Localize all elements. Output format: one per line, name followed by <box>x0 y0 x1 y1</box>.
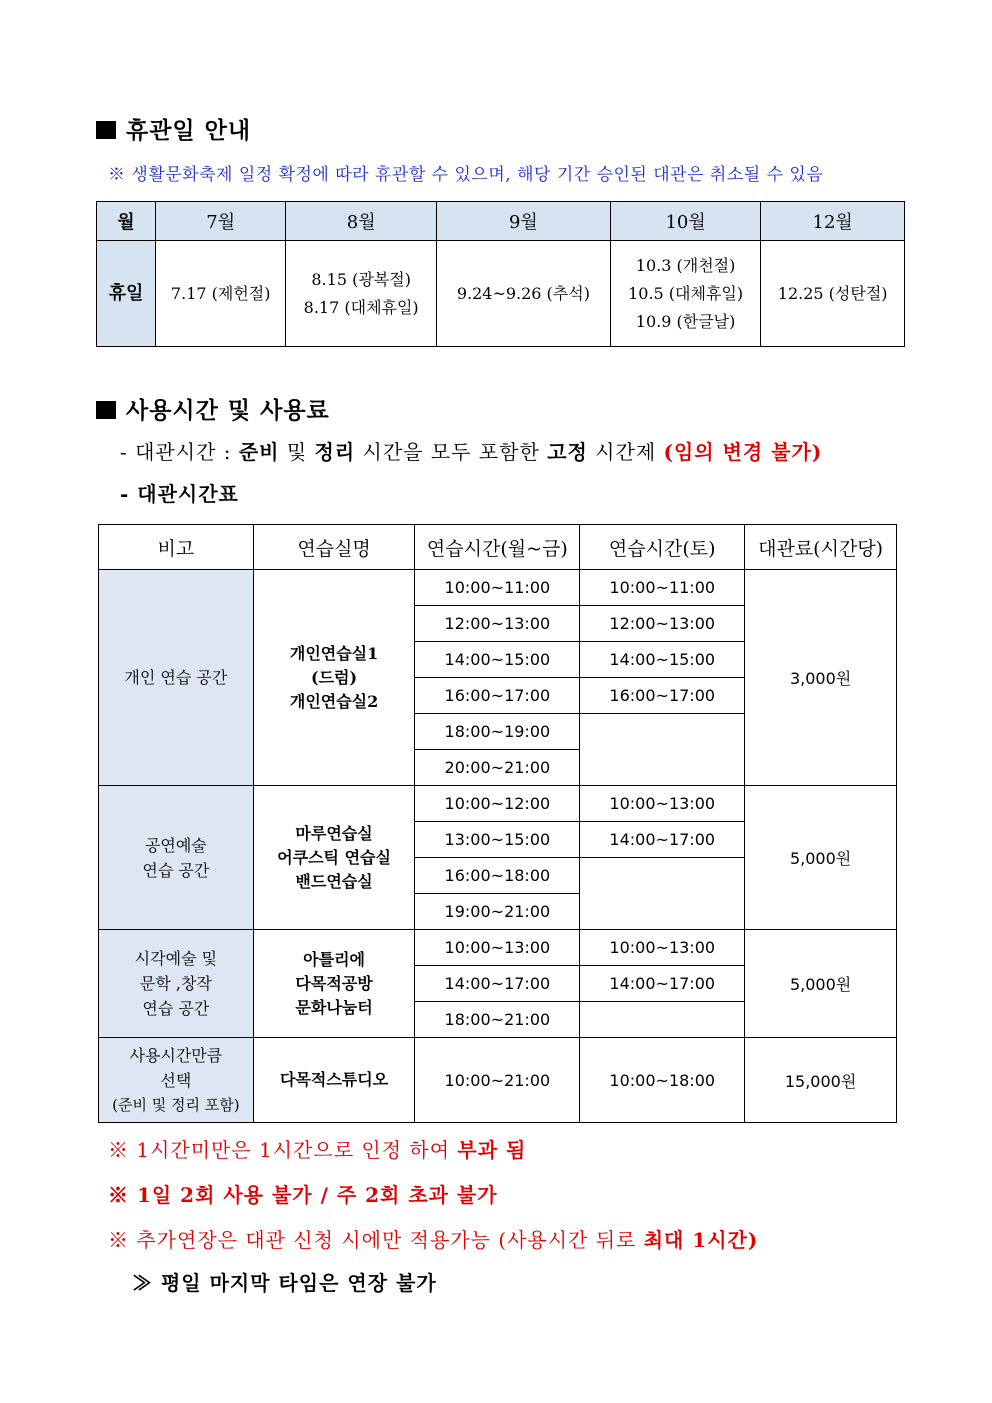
category-text: 공연예술 <box>144 835 207 855</box>
holiday-date: 10.3 (개천절) <box>635 255 736 275</box>
weekday-time: 16:00~18:00 <box>415 858 580 894</box>
usage-line-text: 시간제 <box>587 440 664 464</box>
timetable-header-row <box>99 525 897 570</box>
holiday-date: 8.15 (광복절) <box>311 269 411 289</box>
footnote-4: ≫ 평일 마지막 타임은 연장 불가 <box>132 1271 437 1295</box>
timetable-header: 대관료(시간당) <box>745 525 897 570</box>
holiday-table <box>96 201 905 347</box>
category-cell <box>99 570 254 786</box>
usage-line-bold: 준비 <box>238 440 280 464</box>
room-cell <box>253 570 415 786</box>
footnote-text: ※ 1시간미만은 1시간으로 인정 하여 <box>108 1138 458 1162</box>
saturday-time: 10:00~11:00 <box>580 570 745 606</box>
room-name: (드럼) <box>311 667 358 687</box>
weekday-time: 10:00~12:00 <box>415 786 580 822</box>
table-row <box>99 1038 897 1123</box>
usage-title-text: 사용시간 및 사용료 <box>126 397 330 424</box>
holiday-header-label: 월 <box>97 202 156 241</box>
saturday-time: 10:00~13:00 <box>580 786 745 822</box>
holiday-date: 12.25 (성탄절) <box>777 283 888 303</box>
usage-rule-line <box>120 436 822 465</box>
room-name: 개인연습실1 <box>289 643 379 663</box>
room-name: 다목적스튜디오 <box>279 1070 389 1089</box>
table-row <box>99 930 897 966</box>
usage-line-text: 및 <box>279 440 315 464</box>
category-text: 문학 ,창작 <box>139 974 212 993</box>
table-row <box>99 570 897 606</box>
weekday-time: 18:00~21:00 <box>415 1002 580 1038</box>
holiday-month: 9월 <box>436 202 610 241</box>
usage-line-bold: 고정 <box>547 440 588 464</box>
category-text: (준비 및 정리 포함) <box>112 1095 240 1114</box>
footnote-bold: 부과 됨 <box>457 1138 527 1162</box>
room-name: 밴드연습실 <box>295 871 373 891</box>
usage-section-title <box>96 392 330 425</box>
holiday-cell <box>761 241 905 347</box>
room-cell <box>253 930 415 1038</box>
footnote-1 <box>108 1134 526 1163</box>
weekday-time: 14:00~17:00 <box>415 966 580 1002</box>
weekday-time: 13:00~15:00 <box>415 822 580 858</box>
saturday-empty <box>580 858 745 930</box>
holiday-date: 10.9 (한글날) <box>635 311 736 331</box>
square-bullet-icon <box>96 401 116 419</box>
weekday-time: 18:00~19:00 <box>415 714 580 750</box>
holiday-month: 7월 <box>156 202 286 241</box>
saturday-time: 14:00~17:00 <box>580 966 745 1002</box>
holiday-date: 10.5 (대체휴일) <box>628 283 744 303</box>
weekday-time: 10:00~21:00 <box>415 1038 580 1123</box>
table-row <box>99 786 897 822</box>
holiday-header-row <box>97 202 905 241</box>
category-text: 시각예술 및 <box>134 949 218 968</box>
holiday-cell <box>156 241 286 347</box>
category-cell <box>99 1038 254 1123</box>
room-name: 아틀리에 <box>303 949 365 969</box>
holiday-month: 10월 <box>610 202 760 241</box>
holiday-title-text: 휴관일 안내 <box>126 117 252 144</box>
saturday-time: 12:00~13:00 <box>580 606 745 642</box>
saturday-time: 10:00~18:00 <box>580 1038 745 1123</box>
timetable-header: 연습시간(토) <box>580 525 745 570</box>
usage-line-text: 시간을 모두 포함한 <box>355 440 548 464</box>
category-cell <box>99 930 254 1038</box>
category-text: 연습 공간 <box>142 860 210 880</box>
weekday-time: 12:00~13:00 <box>415 606 580 642</box>
footnote-text: ※ 추가연장은 대관 신청 시에만 적용가능 (사용시간 뒤로 <box>108 1228 644 1252</box>
timetable-header: 연습실명 <box>253 525 415 570</box>
timetable-header: 비고 <box>99 525 254 570</box>
weekday-time: 10:00~13:00 <box>415 930 580 966</box>
room-name: 개인연습실2 <box>289 691 379 711</box>
saturday-time: 14:00~15:00 <box>580 642 745 678</box>
timetable-subtitle: - 대관시간표 <box>120 482 239 506</box>
category-cell <box>99 786 254 930</box>
fee-cell: 5,000원 <box>745 786 897 930</box>
footnote-bold: 최대 1시간) <box>643 1228 759 1252</box>
fee-cell: 5,000원 <box>745 930 897 1038</box>
holiday-date: 8.17 (대체휴일) <box>303 297 419 317</box>
timetable <box>98 524 897 1123</box>
usage-line-red: (임의 변경 불가) <box>663 440 823 464</box>
usage-line-bold: 정리 <box>314 440 356 464</box>
holiday-cell <box>610 241 760 347</box>
holiday-notice: ※ 생활문화축제 일정 확정에 따라 휴관할 수 있으며, 해당 기간 승인된 대관은 취소될 수 있음 <box>108 165 824 185</box>
saturday-empty <box>580 714 745 786</box>
square-bullet-icon <box>96 121 116 139</box>
footnote-2: ※ 1일 2회 사용 불가 / 주 2회 초과 불가 <box>108 1183 498 1207</box>
holiday-date: 7.17 (제헌절) <box>170 283 271 303</box>
holiday-section-title <box>96 112 251 145</box>
category-text: 사용시간만큼 <box>129 1045 223 1065</box>
footnote-3 <box>108 1224 758 1253</box>
holiday-date: 9.24~9.26 (추석) <box>456 283 590 303</box>
holiday-cell <box>436 241 610 347</box>
room-name: 어쿠스틱 연습실 <box>277 847 391 867</box>
timetable-header: 연습시간(월~금) <box>415 525 580 570</box>
weekday-time: 10:00~11:00 <box>415 570 580 606</box>
room-cell <box>253 1038 415 1123</box>
holiday-days-row <box>97 241 905 347</box>
weekday-time: 19:00~21:00 <box>415 894 580 930</box>
room-cell <box>253 786 415 930</box>
saturday-time: 16:00~17:00 <box>580 678 745 714</box>
saturday-time: 14:00~17:00 <box>580 822 745 858</box>
usage-line-text: - 대관시간 : <box>120 440 239 464</box>
saturday-empty <box>580 1002 745 1038</box>
category-text: 선택 <box>160 1070 192 1090</box>
category-text: 연습 공간 <box>142 999 210 1018</box>
fee-cell: 3,000원 <box>745 570 897 786</box>
weekday-time: 16:00~17:00 <box>415 678 580 714</box>
room-name: 마루연습실 <box>295 823 373 843</box>
room-name: 다목적공방 <box>295 973 373 993</box>
holiday-cell <box>286 241 436 347</box>
holiday-month: 12월 <box>761 202 905 241</box>
weekday-time: 20:00~21:00 <box>415 750 580 786</box>
category-text: 개인 연습 공간 <box>124 668 228 687</box>
holiday-row-label: 휴일 <box>97 241 156 347</box>
weekday-time: 14:00~15:00 <box>415 642 580 678</box>
saturday-time: 10:00~13:00 <box>580 930 745 966</box>
room-name: 문화나눔터 <box>295 997 373 1017</box>
holiday-month: 8월 <box>286 202 436 241</box>
fee-cell: 15,000원 <box>745 1038 897 1123</box>
